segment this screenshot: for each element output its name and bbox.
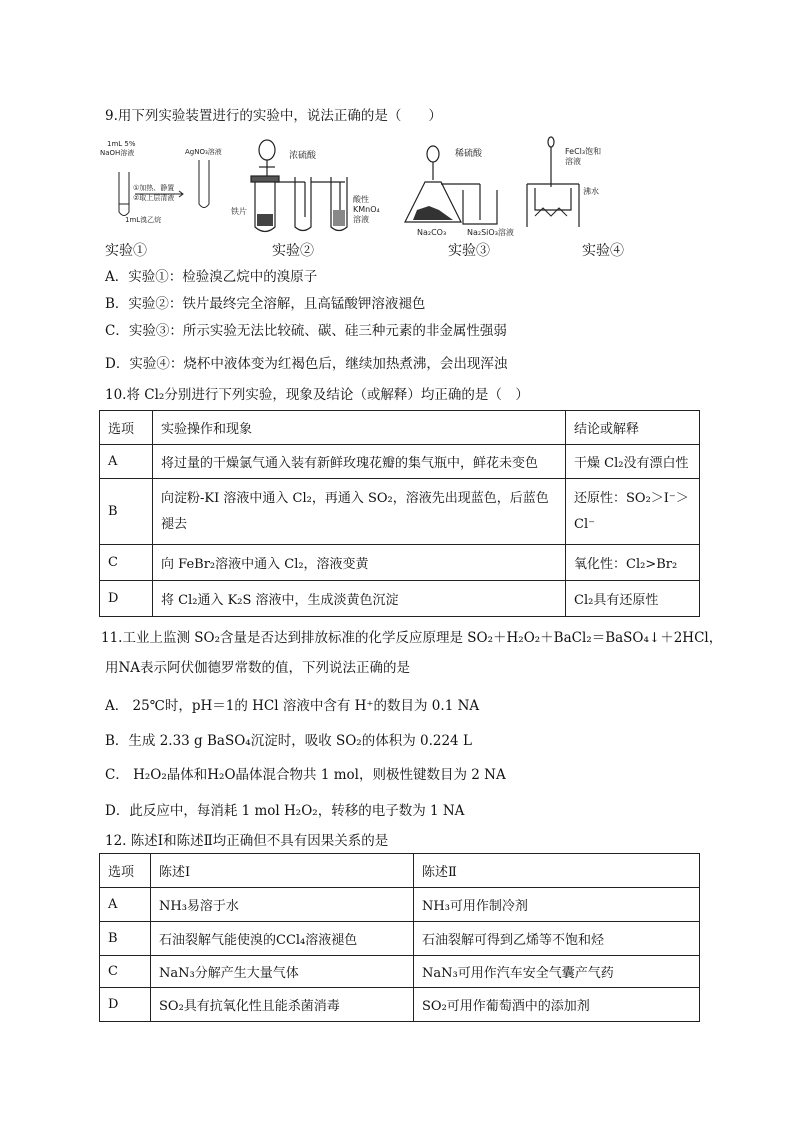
f2-kmno4-label2: KMnO₄ (353, 205, 380, 214)
table-cell: B (100, 922, 151, 956)
q12-table (99, 853, 700, 1022)
table-cell: C (100, 956, 151, 988)
f3-na2co3-label: Na₂CO₃ (417, 228, 447, 237)
table-cell: 石油裂解气能使溴的CCl₄溶液褪色 (151, 922, 414, 956)
header-cell: 实验操作和现象 (153, 411, 566, 445)
table-cell: A (100, 445, 153, 479)
f1-step2: ②取上层清液 (133, 194, 175, 202)
table-row (100, 956, 700, 988)
q10-stem: 10.将 Cl₂分别进行下列实验，现象及结论（或解释）均正确的是（ ） (105, 387, 529, 403)
f2-acid-label: 浓硫酸 (289, 151, 317, 161)
f4-water-label: 沸水 (583, 187, 599, 196)
experiment-label-2: 实验② (272, 243, 314, 259)
f1-top-label: 1mL 5% (107, 140, 136, 148)
f4-fecl3-label2: 溶液 (565, 157, 581, 166)
header-cell: 结论或解释 (566, 411, 700, 445)
q11-option-b: B．生成 2.33 g BaSO₄沉淀时，吸收 SO₂的体积为 0.224 L (105, 733, 472, 749)
q11-option-c: C． H₂O₂晶体和H₂O晶体混合物共 1 mol，则极性键数目为 2 NA (105, 767, 506, 783)
table-row (100, 581, 700, 617)
table-cell: NH₃易溶于水 (151, 888, 414, 922)
experiment-label-4: 实验④ (582, 243, 624, 259)
table-row (100, 888, 700, 922)
f2-kmno4-label3: 溶液 (353, 215, 369, 224)
f2-iron-label: 铁片 (231, 207, 247, 216)
table-cell: C (100, 545, 153, 581)
table-cell: NaN₃可用作汽车安全气囊产气药 (414, 956, 700, 988)
table-cell: D (100, 988, 151, 1022)
q9-option-b: B．实验②：铁片最终完全溶解，且高锰酸钾溶液褪色 (105, 296, 426, 312)
table-cell: B (100, 479, 153, 545)
table-cell: 干燥 Cl₂没有漂白性 (566, 445, 700, 479)
table-cell: NH₃可用作制冷剂 (414, 888, 700, 922)
experiment-label-1: 实验① (105, 243, 147, 259)
f4-fecl3-label: FeCl₃饱和 (565, 147, 602, 156)
table-cell: 氧化性：Cl₂>Br₂ (566, 545, 700, 581)
q11-stem-line2: 用NA表示阿伏伽德罗常数的值，下列说法正确的是 (105, 660, 411, 676)
q12-stem: 12. 陈述Ⅰ和陈述Ⅱ均正确但不具有因果关系的是 (105, 833, 389, 849)
q9-stem: 9.用下列实验装置进行的实验中，说法正确的是（ ） (105, 108, 442, 124)
f3-sio3-label: Na₂SiO₃溶液 (467, 228, 514, 237)
q9-apparatus-figures (95, 132, 695, 240)
q9-option-d: D．实验④：烧杯中液体变为红褐色后，继续加热煮沸，会出现浑浊 (105, 356, 508, 372)
f1-reagent-label: AgNO₃溶液 (185, 148, 222, 156)
q11-stem-line1: 11.工业上监测 SO₂含量是否达到排放标准的化学反应原理是 SO₂＋H₂O₂＋BaCl₂＝BaSO₄↓＋2HCl， (101, 630, 723, 646)
table-cell: 将过量的干燥氯气通入装有新鲜玫瑰花瓣的集气瓶中，鲜花未变色 (153, 445, 566, 479)
table-row (100, 445, 700, 479)
table-row (100, 988, 700, 1022)
f1-step1: ①加热、静置 (133, 184, 175, 192)
q9-option-a: A．实验①：检验溴乙烷中的溴原子 (105, 269, 318, 285)
f3-acid-label: 稀硫酸 (455, 149, 483, 159)
table-cell: 向淀粉-KI 溶液中通入 Cl₂，再通入 SO₂，溶液先出现蓝色，后蓝色褪去 (153, 479, 566, 545)
table-header-row (100, 411, 700, 445)
table-cell: Cl₂具有还原性 (566, 581, 700, 617)
header-cell: 陈述Ⅰ (151, 854, 414, 888)
table-cell: 将 Cl₂通入 K₂S 溶液中，生成淡黄色沉淀 (153, 581, 566, 617)
q11-option-a: A． 25℃时，pH＝1的 HCl 溶液中含有 H⁺的数目为 0.1 NA (105, 698, 480, 714)
table-header-row (100, 854, 700, 888)
table-cell: 石油裂解可得到乙烯等不饱和烃 (414, 922, 700, 956)
experiment-1-figure (100, 140, 222, 224)
table-cell: 向 FeBr₂溶液中通入 Cl₂，溶液变黄 (153, 545, 566, 581)
q10-table (99, 410, 700, 617)
header-cell: 选项 (100, 854, 151, 888)
table-row (100, 545, 700, 581)
f1-top-label2: NaOH溶液 (100, 149, 135, 157)
table-row (100, 479, 700, 545)
table-cell: SO₂具有抗氧化性且能杀菌消毒 (151, 988, 414, 1022)
table-cell: 还原性：SO₂＞I⁻＞Cl⁻ (566, 479, 700, 545)
experiment-label-3: 实验③ (448, 243, 490, 259)
header-cell: 陈述Ⅱ (414, 854, 700, 888)
table-cell: D (100, 581, 153, 617)
header-cell: 选项 (100, 411, 153, 445)
q11-option-d: D．此反应中，每消耗 1 mol H₂O₂，转移的电子数为 1 NA (105, 803, 465, 819)
q9-option-c: C．实验③：所示实验无法比较硫、碳、硅三种元素的非金属性强弱 (105, 323, 507, 339)
table-cell: A (100, 888, 151, 922)
f2-kmno4-label: 酸性 (353, 195, 369, 204)
f1-bottom-label: 1mL溴乙烷 (125, 216, 162, 224)
table-row (100, 922, 700, 956)
table-cell: NaN₃分解产生大量气体 (151, 956, 414, 988)
table-cell: SO₂可用作葡萄酒中的添加剂 (414, 988, 700, 1022)
